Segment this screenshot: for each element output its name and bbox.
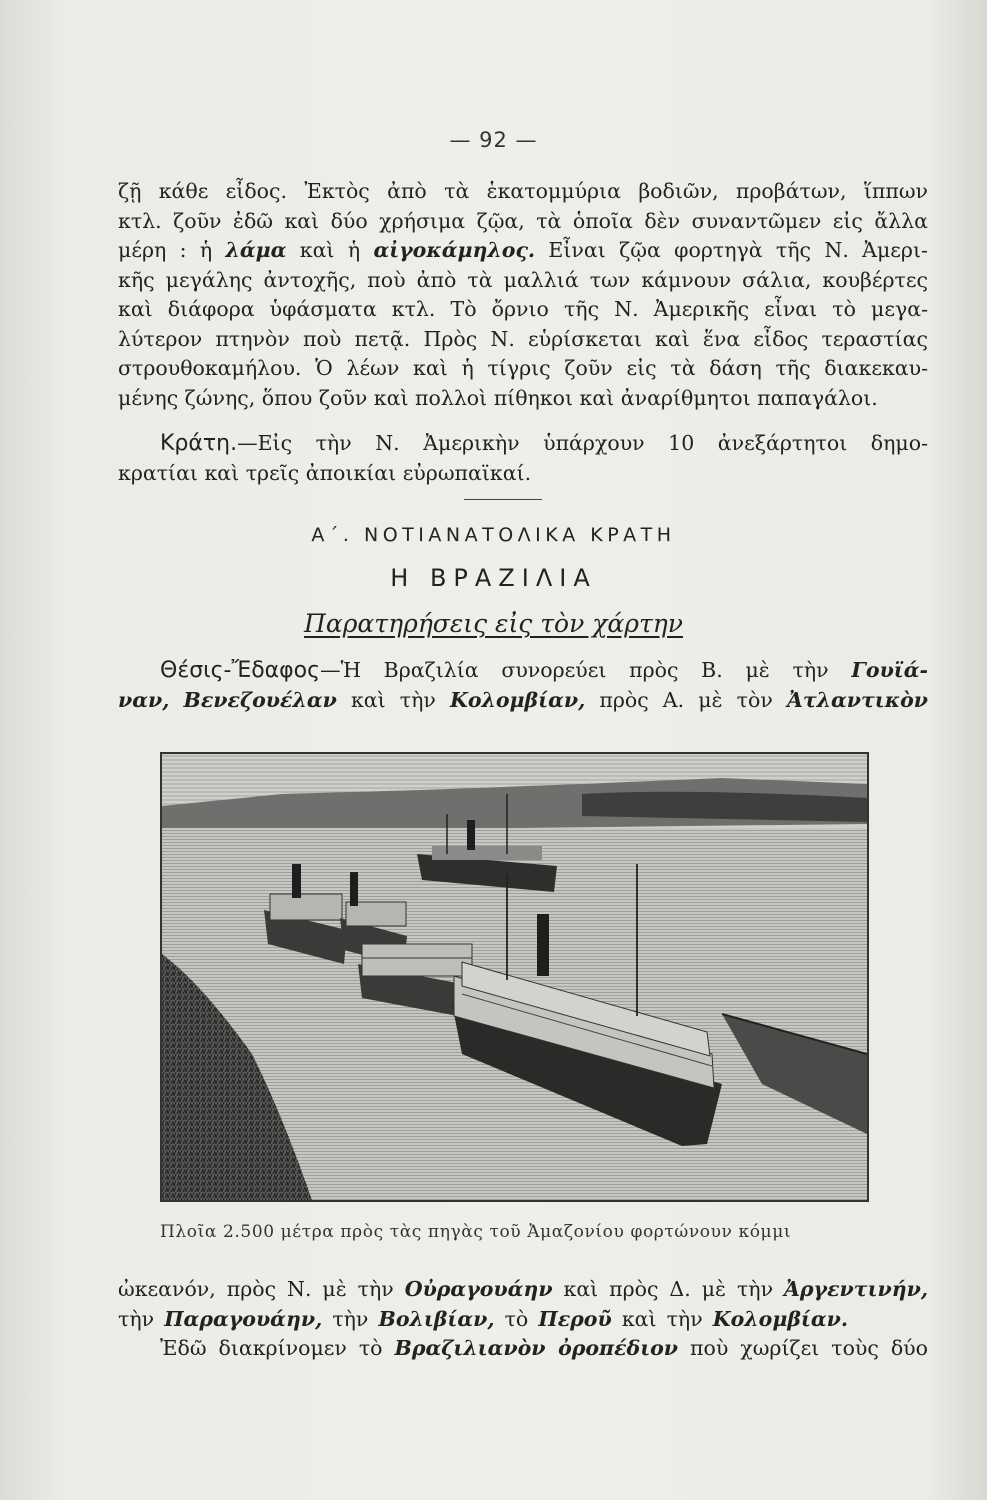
text-run: καὶ πρὸς Δ. μὲ τὴν: [563, 1277, 774, 1301]
text-run: —Εἰς τὴν Ν. Ἀμερικὴν ὑπάρχουν 10 ἀνεξάρτητοι δημο-: [237, 431, 928, 455]
text-run: ὠκεανόν, πρὸς Ν. μὲ τὴν: [118, 1277, 394, 1301]
page-number: — 92 —: [449, 128, 538, 152]
text-run: πρὸς Α. μὲ τὸν: [599, 687, 773, 712]
text-run: καὶ τὴν: [621, 1306, 703, 1331]
text-line: κῆς μεγάλης ἀντοχῆς, ποὺ ἀπὸ τὰ μαλλιά των κάμνουν σάλια, κουβέρτες: [118, 267, 928, 292]
term-brazilian-plateau: Βραζιλιανὸν ὀροπέδιον: [394, 1336, 679, 1360]
term-uruguay: Οὐραγουάην: [404, 1277, 553, 1301]
text-run: Εἶναι ζῷα φορτηγὰ τῆς Ν. Ἀμερι-: [548, 238, 928, 262]
term-atlantic: Ἀτλαντικὸν: [786, 687, 928, 712]
photo-amazon-ships: [160, 752, 869, 1202]
text-line: καὶ διάφορα ὑφάσματα κτλ. Τὸ ὄρνιο τῆς Ν. Ἀμερικῆς εἶναι τὸ μεγα-: [118, 297, 928, 321]
text-run: καὶ ἡ: [299, 238, 361, 262]
figure-caption: Πλοῖα 2.500 μέτρα πρὸς τὰς πηγὰς τοῦ Ἀμαζονίου φορτώνουν κόμμι: [160, 1222, 792, 1242]
paragraph-states: [118, 429, 928, 488]
term-guiana-cont: ναν,: [118, 687, 170, 712]
text-run: τὸ: [504, 1306, 529, 1331]
text-line: μένης ζώνης, ὅπου ζοῦν καὶ πολλοὶ πίθηκοι καὶ ἀναρίθμητοι παπαγάλοι.: [118, 385, 878, 410]
term-colombia: Κολομβίαν,: [450, 687, 586, 712]
text-run: Ἐδῶ διακρίνομεν τὸ: [160, 1336, 383, 1360]
text-line: στρουθοκαμήλου. Ὁ λέων καὶ ἡ τίγρις ζοῦν εἰς τὰ δάση τῆς διακεκαυ-: [118, 356, 928, 380]
paragraph-fauna: [118, 177, 928, 413]
text-line: [118, 1334, 928, 1364]
term-alpaca: αἰγοκάμηλος.: [373, 238, 536, 262]
text-line: [118, 686, 928, 716]
section-title: Α΄. ΝΟΤΙΑΝΑΤΟΛΙΚΑ ΚΡΑΤΗ: [311, 524, 676, 546]
term-peru: Περοῦ: [538, 1306, 612, 1331]
text-line: ζῇ κάθε εἶδος. Ἐκτὸς ἀπὸ τὰ ἑκατομμύρια βοδιῶν, προβάτων, ἵππων: [118, 179, 928, 203]
term-venezuela: Βενεζουέλαν: [183, 687, 337, 712]
text-run: καὶ τὴν: [350, 687, 436, 712]
text-run: —Ἡ Βραζιλία συνορεύει πρὸς Β. μὲ τὴν: [320, 658, 829, 682]
text-line: κρατίαι καὶ τρεῖς ἀποικίαι εὐρωπαϊκαί.: [118, 460, 532, 485]
text-run: ποὺ χωρίζει τοὺς δύο: [690, 1336, 928, 1360]
text-line: [118, 429, 928, 459]
term-paraguay: Παραγουάην,: [164, 1306, 323, 1331]
country-title: Η ΒΡΑΖΙΛΙΑ: [390, 564, 597, 592]
text-run: μέρη : ἡ: [118, 238, 213, 262]
section-divider: [464, 499, 542, 500]
paragraph-heading: Κράτη.: [160, 431, 238, 456]
term-llama: λάμα: [225, 238, 287, 262]
subtitle: Παρατηρήσεις εἰς τὸν χάρτην: [304, 609, 683, 638]
text-run: τὴν: [118, 1306, 155, 1331]
term-bolivia: Βολιβίαν,: [378, 1306, 495, 1331]
text-line: λύτερον πτηνὸν ποὺ πετᾷ. Πρὸς Ν. εὑρίσκεται καὶ ἕνα εἶδος τεραστίας: [118, 326, 928, 351]
text-line: [118, 656, 928, 686]
text-line: κτλ. ζοῦν ἐδῶ καὶ δύο χρήσιμα ζῷα, τὰ ὁποῖα δὲν συναντῶμεν εἰς ἄλλα: [118, 208, 928, 233]
paragraph-position: [118, 656, 928, 715]
term-argentina: Ἀργεντινήν,: [784, 1277, 928, 1301]
paragraph-borders: [118, 1275, 928, 1364]
text-line: [118, 1305, 928, 1335]
engraving-illustration: [162, 754, 867, 1200]
text-line: [118, 236, 928, 266]
term-colombia-2: Κολομβίαν.: [712, 1306, 848, 1331]
term-guiana: Γουϊά-: [851, 658, 928, 682]
text-line: [118, 1275, 928, 1305]
text-run: τὴν: [332, 1306, 369, 1331]
paragraph-heading: Θέσις-Ἔδαφος: [160, 658, 321, 683]
